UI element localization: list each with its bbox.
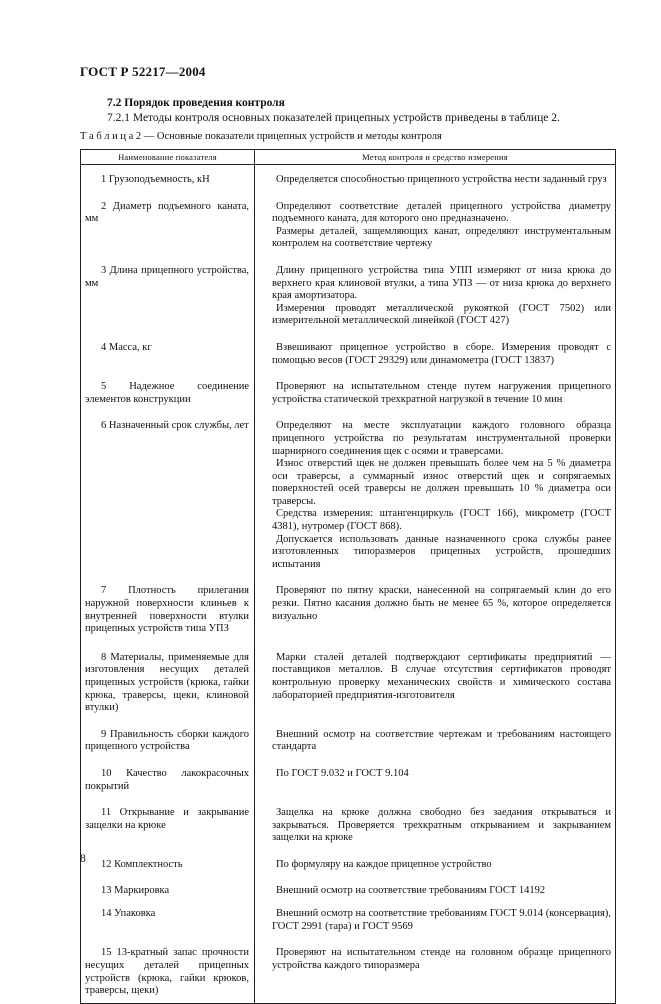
indicator-cell — [81, 641, 255, 720]
method-paragraph: Проверяют на испытательном стенде путем нагружения прицепного устройства статической трехкратной нагрузкой в течение 10 мин — [272, 381, 611, 405]
table-row — [81, 165, 616, 192]
indicator-cell — [81, 192, 255, 256]
method-paragraph: Определяют на месте эксплуатации каждого головного образца прицепного устройства по результатам инструментальной проверки шарнирного соединения щек с осями и траверсами. — [272, 420, 611, 457]
method-paragraph: Размеры деталей, защемляющих канат, определяют инструментальным контролем на соответствие чертежу — [272, 225, 611, 250]
table-row — [81, 411, 616, 576]
indicator-name: 2 Диаметр подъемного каната, мм — [85, 200, 249, 225]
indicator-cell — [81, 759, 255, 798]
method-cell — [255, 938, 616, 1003]
indicator-name: 14 Упаковка — [101, 908, 156, 920]
method-cell — [255, 902, 616, 938]
indicator-name: 13 Маркировка — [101, 884, 170, 896]
table-row — [81, 333, 616, 372]
table-row — [81, 902, 616, 938]
indicator-name: 4 Масса, кг — [101, 341, 152, 353]
indicator-name: 5 Надежное соединение элементов конструкции — [85, 381, 249, 405]
method-cell — [255, 372, 616, 411]
table-row — [81, 192, 616, 256]
section-paragraph: 7.2.1 Методы контроля основных показателей прицепных устройств приведены в таблице 2. — [107, 112, 560, 124]
table-caption: Т а б л и ц а 2 — Основные показатели прицепных устройств и методы контроля — [80, 131, 442, 142]
method-cell — [255, 759, 616, 798]
indicator-cell — [81, 720, 255, 759]
method-paragraph: Внешний осмотр на соответствие чертежам и требованиям настоящего стандарта — [272, 728, 611, 753]
indicator-name: 12 Комплектность — [101, 858, 183, 870]
indicator-cell — [81, 411, 255, 576]
method-paragraph: Определяют соответствие деталей прицепного устройства диаметру подъемного каната, для которого оно предназначено. — [272, 200, 611, 225]
method-paragraph: Измерения проводят металлической рукояткой (ГОСТ 7502) или измерительной металлической линейкой (ГОСТ 427) — [272, 302, 611, 327]
table-body — [81, 165, 616, 1004]
indicator-name: 9 Правильность сборки каждого прицепного устройства — [85, 728, 249, 753]
method-paragraph: Внешний осмотр на соответствие требованиям ГОСТ 14192 — [276, 884, 546, 896]
table-row — [81, 938, 616, 1003]
method-cell — [255, 641, 616, 720]
table-row — [81, 877, 616, 903]
indicator-name: 11 Открывание и закрывание защелки на крюке — [85, 807, 249, 831]
method-paragraph: Допускается использовать данные назначенного срока службы ранее изготовленных типоразмеров прицепных устройств, прошедших испытания — [272, 533, 611, 570]
indicator-cell — [81, 256, 255, 333]
indicator-name: 3 Длина прицепного устройства, мм — [85, 264, 249, 289]
method-paragraph: По ГОСТ 9.032 и ГОСТ 9.104 — [276, 767, 409, 779]
method-paragraph: Износ отверстий щек не должен превышать более чем на 5 % диаметра оси траверсы, а суммарный износ отверстий щек и сопрягаемых поверхностей осей траверсы не должен превышать 10 % диаметра оси траверсы. — [272, 458, 611, 507]
method-paragraph: Внешний осмотр на соответствие требованиям ГОСТ 9.014 (консервация), ГОСТ 2991 (тара) и ГОСТ 9569 — [272, 908, 611, 932]
table-row — [81, 759, 616, 798]
indicator-cell — [81, 902, 255, 938]
table-row — [81, 798, 616, 850]
method-paragraph: Проверяют на испытательном стенде на головном образце прицепного устройства каждого типоразмера — [272, 947, 611, 971]
method-cell — [255, 333, 616, 372]
indicator-cell — [81, 576, 255, 640]
indicator-cell — [81, 333, 255, 372]
indicator-cell — [81, 877, 255, 903]
table-header-row — [81, 150, 616, 165]
table-row — [81, 850, 616, 877]
indicator-cell — [81, 165, 255, 192]
table-row — [81, 256, 616, 333]
section-title: 7.2 Порядок проведения контроля — [107, 97, 285, 109]
method-cell — [255, 411, 616, 576]
method-paragraph: Длину прицепного устройства типа УПП измеряют от низа крюка до верхнего края клиновой втулки, а типа УПЗ — от низа крюка до верхнего края амортизатора. — [272, 264, 611, 302]
column-header-method: Метод контроля и средство измерения — [255, 150, 616, 165]
indicator-name: 8 Материалы, применяемые для изготовления несущих деталей прицепных устройств (крюка, гайки крюка, траверсы, щеки, клиновой втулки) — [85, 651, 249, 714]
table-row — [81, 372, 616, 411]
indicator-cell — [81, 798, 255, 850]
method-cell — [255, 576, 616, 640]
method-cell — [255, 192, 616, 256]
method-cell — [255, 850, 616, 877]
method-cell — [255, 798, 616, 850]
indicator-cell — [81, 372, 255, 411]
method-cell — [255, 165, 616, 192]
indicator-name: 6 Назначенный срок службы, лет — [101, 420, 249, 432]
method-cell — [255, 720, 616, 759]
indicator-cell — [81, 938, 255, 1003]
indicators-table — [80, 149, 616, 1004]
method-paragraph: Защелка на крюке должна свободно без заедания открываться и закрываться. Проверяется трехкратным открыванием и закрыванием защелки на крюке — [272, 807, 611, 844]
table-row — [81, 641, 616, 720]
column-header-indicator: Наименование показателя — [81, 150, 255, 165]
indicator-name: 15 13-кратный запас прочности несущих деталей прицепных устройств (крюка, гайки крюков, траверсы, щеки) — [85, 947, 249, 997]
page-header-standard: ГОСТ Р 52217—2004 — [80, 64, 206, 79]
method-cell — [255, 256, 616, 333]
table-row — [81, 576, 616, 640]
method-paragraph: Марки сталей деталей подтверждают сертификаты предприятий — поставщиков металлов. В случае отсутствия сертификатов проводят контрольную проверку механических свойств и химического состава лабораторией предприятия-изготовителя — [272, 651, 611, 701]
method-paragraph: Средства измерения: штангенциркуль (ГОСТ 166), микрометр (ГОСТ 4381), нутромер (ГОСТ 868). — [272, 508, 611, 533]
indicator-cell — [81, 850, 255, 877]
page-number: 8 — [80, 853, 86, 865]
indicator-name: 1 Грузоподъемность, кН — [101, 174, 210, 185]
method-paragraph: По формуляру на каждое прицепное устройство — [276, 858, 492, 870]
method-paragraph: Проверяют по пятну краски, нанесенной на сопрягаемый клин до его резки. Пятно касания должно быть не менее 65 %, которое определяется визуально — [272, 585, 611, 622]
method-paragraph: Взвешивают прицепное устройство в сборе. Измерения проводят с помощью весов (ГОСТ 29329) или динамометра (ГОСТ 13837) — [272, 341, 611, 366]
method-cell — [255, 877, 616, 903]
table-row — [81, 720, 616, 759]
indicator-name: 7 Плотность прилегания наружной поверхности клиньев к внутренней поверхности втулки прицепных устройств типа УПЗ — [85, 585, 249, 635]
indicator-name: 10 Качество лакокрасочных покрытий — [85, 767, 249, 792]
method-paragraph: Определяется способностью прицепного устройства нести заданный груз — [276, 174, 607, 185]
